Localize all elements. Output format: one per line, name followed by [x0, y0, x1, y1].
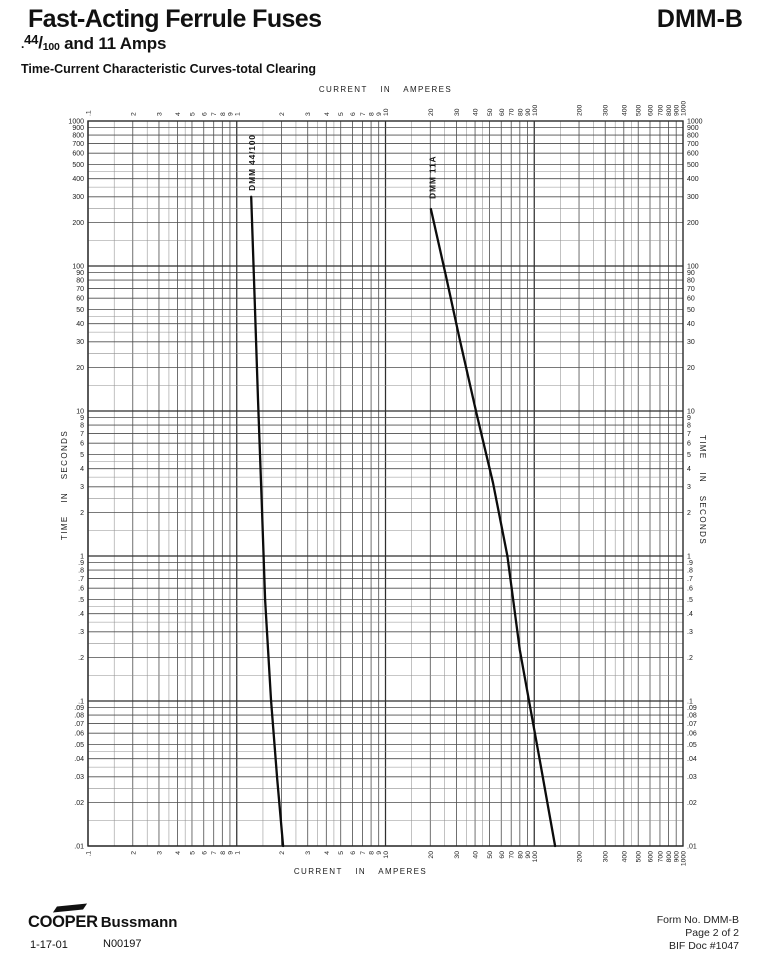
- y-tick-label-left: .05: [74, 742, 84, 750]
- x-tick-label-bottom: 5: [338, 851, 346, 855]
- x-tick-label-top: 6: [201, 112, 209, 116]
- x-tick-label-bottom: 90: [524, 851, 532, 859]
- y-tick-label-right: 200: [687, 219, 699, 227]
- x-tick-label-bottom: 8: [368, 851, 376, 855]
- x-tick-label-bottom: 1: [234, 851, 242, 855]
- y-tick-label-left: 300: [72, 194, 84, 202]
- x-tick-label-bottom: 300: [602, 851, 610, 863]
- x-tick-label-bottom: 50: [486, 851, 494, 859]
- x-tick-label-bottom: 800: [666, 851, 674, 863]
- x-tick-label-top: 70: [508, 108, 516, 116]
- y-tick-label-right: 8: [687, 422, 691, 430]
- y-tick-label-left: .9: [78, 560, 84, 568]
- x-tick-label-top: 500: [635, 104, 643, 116]
- x-tick-label-bottom: 60: [498, 851, 506, 859]
- y-tick-label-left: .03: [74, 774, 84, 782]
- x-tick-label-top: 600: [647, 104, 655, 116]
- y-tick-label-left: .08: [74, 712, 84, 720]
- section-title: Time-Current Characteristic Curves-total Clearing: [21, 62, 316, 76]
- x-tick-label-top: 200: [576, 104, 584, 116]
- y-tick-label-right: 50: [687, 307, 695, 315]
- x-tick-label-bottom: 70: [508, 851, 516, 859]
- model-code: DMM-B: [656, 5, 743, 33]
- y-tick-label-left: 9: [80, 415, 84, 423]
- y-tick-label-left: 8: [80, 422, 84, 430]
- x-axis-title-bottom: CURRENT IN AMPERES: [293, 867, 428, 876]
- y-tick-label-right: 100: [687, 263, 699, 271]
- y-tick-label-right: .7: [687, 575, 693, 583]
- y-tick-label-right: 500: [687, 162, 699, 170]
- brand-logo: [28, 913, 177, 932]
- x-tick-label-top: 3: [156, 112, 164, 116]
- y-tick-label-right: 60: [687, 295, 695, 303]
- footer-date: 1-17-01: [30, 939, 68, 951]
- x-tick-label-bottom: 400: [621, 851, 629, 863]
- y-tick-label-right: .02: [687, 799, 697, 807]
- y-tick-label-left: .06: [74, 730, 84, 738]
- y-tick-label-right: 400: [687, 176, 699, 184]
- y-tick-label-right: 6: [687, 440, 691, 448]
- x-tick-label-top: 300: [602, 104, 610, 116]
- curve-dmm-44-100: [251, 197, 283, 846]
- x-tick-label-bottom: 20: [427, 851, 435, 859]
- y-tick-label-left: 50: [76, 307, 84, 315]
- footer-document-info: [657, 914, 739, 953]
- y-tick-label-left: 700: [72, 140, 84, 148]
- y-tick-label-right: 40: [687, 321, 695, 329]
- x-tick-label-bottom: 3: [156, 851, 164, 855]
- curve-dmm-11a: [431, 209, 555, 846]
- plot-border: [88, 121, 683, 846]
- y-tick-label-left: .1: [78, 698, 84, 706]
- footer-form-number: Form No. DMM-B: [656, 914, 739, 926]
- y-tick-label-right: 900: [687, 125, 699, 133]
- x-tick-label-bottom: 9: [227, 851, 235, 855]
- y-tick-label-left: .04: [74, 756, 84, 764]
- y-tick-label-left: 1: [80, 553, 84, 561]
- y-tick-label-left: .3: [78, 629, 84, 637]
- y-tick-label-right: 300: [687, 194, 699, 202]
- y-tick-label-right: 10: [687, 408, 695, 416]
- x-tick-label-top: 9: [227, 112, 235, 116]
- x-tick-label-bottom: 5: [189, 851, 197, 855]
- y-tick-label-right: 80: [687, 277, 695, 285]
- y-tick-label-left: 80: [76, 277, 84, 285]
- y-axis-title-right: TIME IN SECONDS: [698, 434, 707, 546]
- y-tick-label-left: 70: [76, 285, 84, 293]
- y-tick-label-right: .04: [687, 756, 697, 764]
- y-tick-label-left: 1000: [68, 118, 84, 126]
- x-axis-title-top: CURRENT IN AMPERES: [318, 85, 453, 94]
- x-tick-label-top: 400: [621, 104, 629, 116]
- y-tick-label-left: .4: [78, 611, 84, 619]
- y-tick-label-left: 200: [72, 219, 84, 227]
- y-tick-label-left: 60: [76, 295, 84, 303]
- x-tick-label-top: 2: [279, 112, 287, 116]
- y-tick-label-left: 600: [72, 150, 84, 158]
- x-tick-label-bottom: .1: [85, 851, 93, 857]
- x-tick-label-top: 5: [338, 112, 346, 116]
- x-tick-label-bottom: 900: [673, 851, 681, 863]
- y-tick-label-left: .01: [74, 843, 84, 851]
- y-tick-label-right: .08: [687, 712, 697, 720]
- y-tick-label-left: 3: [80, 484, 84, 492]
- y-tick-label-right: 1000: [687, 118, 703, 126]
- x-tick-label-top: 90: [524, 108, 532, 116]
- y-tick-label-left: .02: [74, 799, 84, 807]
- footer-bif-doc: BIF Doc #1047: [668, 940, 739, 952]
- y-tick-label-left: 5: [80, 452, 84, 460]
- y-tick-label-right: 2: [687, 509, 691, 517]
- y-tick-label-right: .1: [687, 698, 693, 706]
- fuse-curves: [247, 134, 555, 846]
- x-tick-label-bottom: 8: [219, 851, 227, 855]
- x-tick-label-bottom: 4: [323, 851, 331, 855]
- y-tick-label-left: 20: [76, 364, 84, 372]
- x-tick-label-bottom: 1000: [680, 851, 688, 867]
- subtitle: [21, 32, 166, 54]
- y-tick-label-right: .5: [687, 597, 693, 605]
- x-tick-label-top: 80: [517, 108, 525, 116]
- x-tick-label-bottom: 2: [130, 851, 138, 855]
- y-tick-label-left: 30: [76, 339, 84, 347]
- x-tick-label-top: 100: [531, 104, 539, 116]
- x-tick-label-top: .1: [85, 110, 93, 116]
- y-tick-label-right: .06: [687, 730, 697, 738]
- y-tick-label-left: 800: [72, 132, 84, 140]
- y-tick-label-right: 30: [687, 339, 695, 347]
- x-tick-label-top: 4: [175, 112, 183, 116]
- y-tick-label-right: .3: [687, 629, 693, 637]
- y-tick-label-left: .09: [74, 705, 84, 713]
- y-axis-tick-labels: [68, 118, 702, 850]
- y-tick-label-right: .09: [687, 705, 697, 713]
- x-tick-label-top: 10: [383, 108, 390, 116]
- y-tick-label-left: 10: [76, 408, 84, 416]
- y-tick-label-right: .03: [687, 774, 697, 782]
- y-tick-label-left: 6: [80, 440, 84, 448]
- y-tick-label-left: .6: [78, 585, 84, 593]
- y-tick-label-left: 500: [72, 162, 84, 170]
- y-axis-title-left: TIME IN SECONDS: [60, 429, 69, 541]
- subtitle-fraction-slash: /: [38, 33, 43, 52]
- x-tick-label-bottom: 9: [376, 851, 384, 855]
- footer-part-number: N00197: [103, 938, 142, 950]
- x-tick-label-top: 8: [219, 112, 227, 116]
- y-tick-label-left: 100: [72, 263, 84, 271]
- page-title: Fast-Acting Ferrule Fuses: [28, 5, 322, 33]
- x-tick-label-top: 8: [368, 112, 376, 116]
- y-tick-label-right: .2: [687, 654, 693, 662]
- y-tick-label-left: .7: [78, 575, 84, 583]
- y-tick-label-left: 40: [76, 321, 84, 329]
- y-tick-label-right: .6: [687, 585, 693, 593]
- x-tick-label-bottom: 6: [350, 851, 357, 855]
- y-tick-label-right: .05: [687, 742, 697, 750]
- y-tick-label-right: 1: [687, 553, 691, 561]
- y-tick-label-right: 5: [687, 452, 691, 460]
- y-tick-label-right: .01: [687, 843, 697, 851]
- x-tick-label-top: 700: [657, 104, 665, 116]
- y-tick-label-right: .4: [687, 611, 693, 619]
- y-tick-label-right: 90: [687, 270, 695, 278]
- x-tick-label-top: 1000: [680, 100, 688, 116]
- x-tick-label-bottom: 7: [211, 851, 219, 855]
- y-tick-label-left: 900: [72, 125, 84, 133]
- x-tick-label-bottom: 7: [359, 851, 367, 855]
- x-tick-label-top: 2: [130, 112, 138, 116]
- axis-titles: [60, 85, 707, 876]
- y-tick-label-left: .07: [74, 720, 84, 728]
- x-tick-label-top: 4: [323, 112, 331, 116]
- x-tick-label-top: 9: [376, 112, 384, 116]
- y-tick-label-right: 4: [687, 466, 691, 474]
- x-tick-label-bottom: 80: [517, 851, 525, 859]
- y-tick-label-right: .9: [687, 560, 693, 568]
- subtitle-suffix: and 11 Amps: [59, 34, 167, 53]
- y-tick-label-left: .5: [78, 597, 84, 605]
- y-tick-label-left: 400: [72, 176, 84, 184]
- x-tick-label-bottom: 4: [175, 851, 183, 855]
- y-tick-label-right: 70: [687, 285, 695, 293]
- x-tick-label-top: 800: [666, 104, 674, 116]
- x-tick-label-bottom: 600: [647, 851, 655, 863]
- y-tick-label-left: 2: [80, 509, 84, 517]
- curve-label-dmm-44-100: DMM 44/100: [247, 134, 258, 191]
- footer-page-number: Page 2 of 2: [685, 927, 739, 939]
- x-tick-label-top: 6: [350, 112, 357, 116]
- subtitle-denominator: 100: [42, 41, 60, 53]
- y-tick-label-right: 9: [687, 415, 691, 423]
- x-tick-label-top: 900: [673, 104, 681, 116]
- x-tick-label-top: 7: [211, 112, 219, 116]
- x-axis-tick-labels: [86, 101, 688, 866]
- x-tick-label-top: 60: [498, 108, 506, 116]
- x-tick-label-top: 3: [305, 112, 313, 116]
- x-tick-label-top: 5: [189, 112, 197, 116]
- x-tick-label-bottom: 3: [305, 851, 313, 855]
- y-tick-label-left: .8: [78, 567, 84, 575]
- y-tick-label-left: 4: [80, 466, 84, 474]
- brand-cooper: COOPER: [28, 913, 98, 931]
- x-tick-label-bottom: 100: [531, 851, 539, 863]
- subtitle-decimal-point: .: [21, 37, 25, 51]
- y-tick-label-right: 20: [687, 364, 695, 372]
- x-tick-label-bottom: 40: [472, 851, 480, 859]
- x-tick-label-bottom: 200: [576, 851, 584, 863]
- y-tick-label-left: .2: [78, 654, 84, 662]
- x-tick-label-bottom: 500: [635, 851, 643, 863]
- y-tick-label-left: 90: [76, 270, 84, 278]
- y-tick-label-right: .07: [687, 720, 697, 728]
- x-tick-label-top: 50: [486, 108, 494, 116]
- x-tick-label-top: 1: [234, 112, 242, 116]
- y-tick-label-left: 7: [80, 430, 84, 438]
- x-tick-label-bottom: 2: [279, 851, 287, 855]
- x-tick-label-bottom: 700: [657, 851, 665, 863]
- x-tick-label-top: 20: [427, 108, 435, 116]
- subtitle-numerator: 44: [24, 32, 39, 47]
- cooper-swoosh-logo: [53, 904, 87, 913]
- x-tick-label-top: 40: [472, 108, 480, 116]
- y-tick-label-right: 800: [687, 132, 699, 140]
- y-tick-label-right: 600: [687, 150, 699, 158]
- x-tick-label-bottom: 10: [383, 851, 390, 859]
- curve-label-dmm-11a: DMM 11A: [427, 155, 438, 199]
- x-tick-label-bottom: 6: [201, 851, 209, 855]
- y-tick-label-right: 3: [687, 484, 691, 492]
- grid-lines: [88, 121, 683, 846]
- x-tick-label-top: 7: [359, 112, 367, 116]
- y-tick-label-right: .8: [687, 567, 693, 575]
- y-tick-label-right: 700: [687, 140, 699, 148]
- y-tick-label-right: 7: [687, 430, 691, 438]
- brand-bussmann: Bussmann: [100, 914, 178, 931]
- x-tick-label-top: 30: [453, 108, 461, 116]
- x-tick-label-bottom: 30: [453, 851, 461, 859]
